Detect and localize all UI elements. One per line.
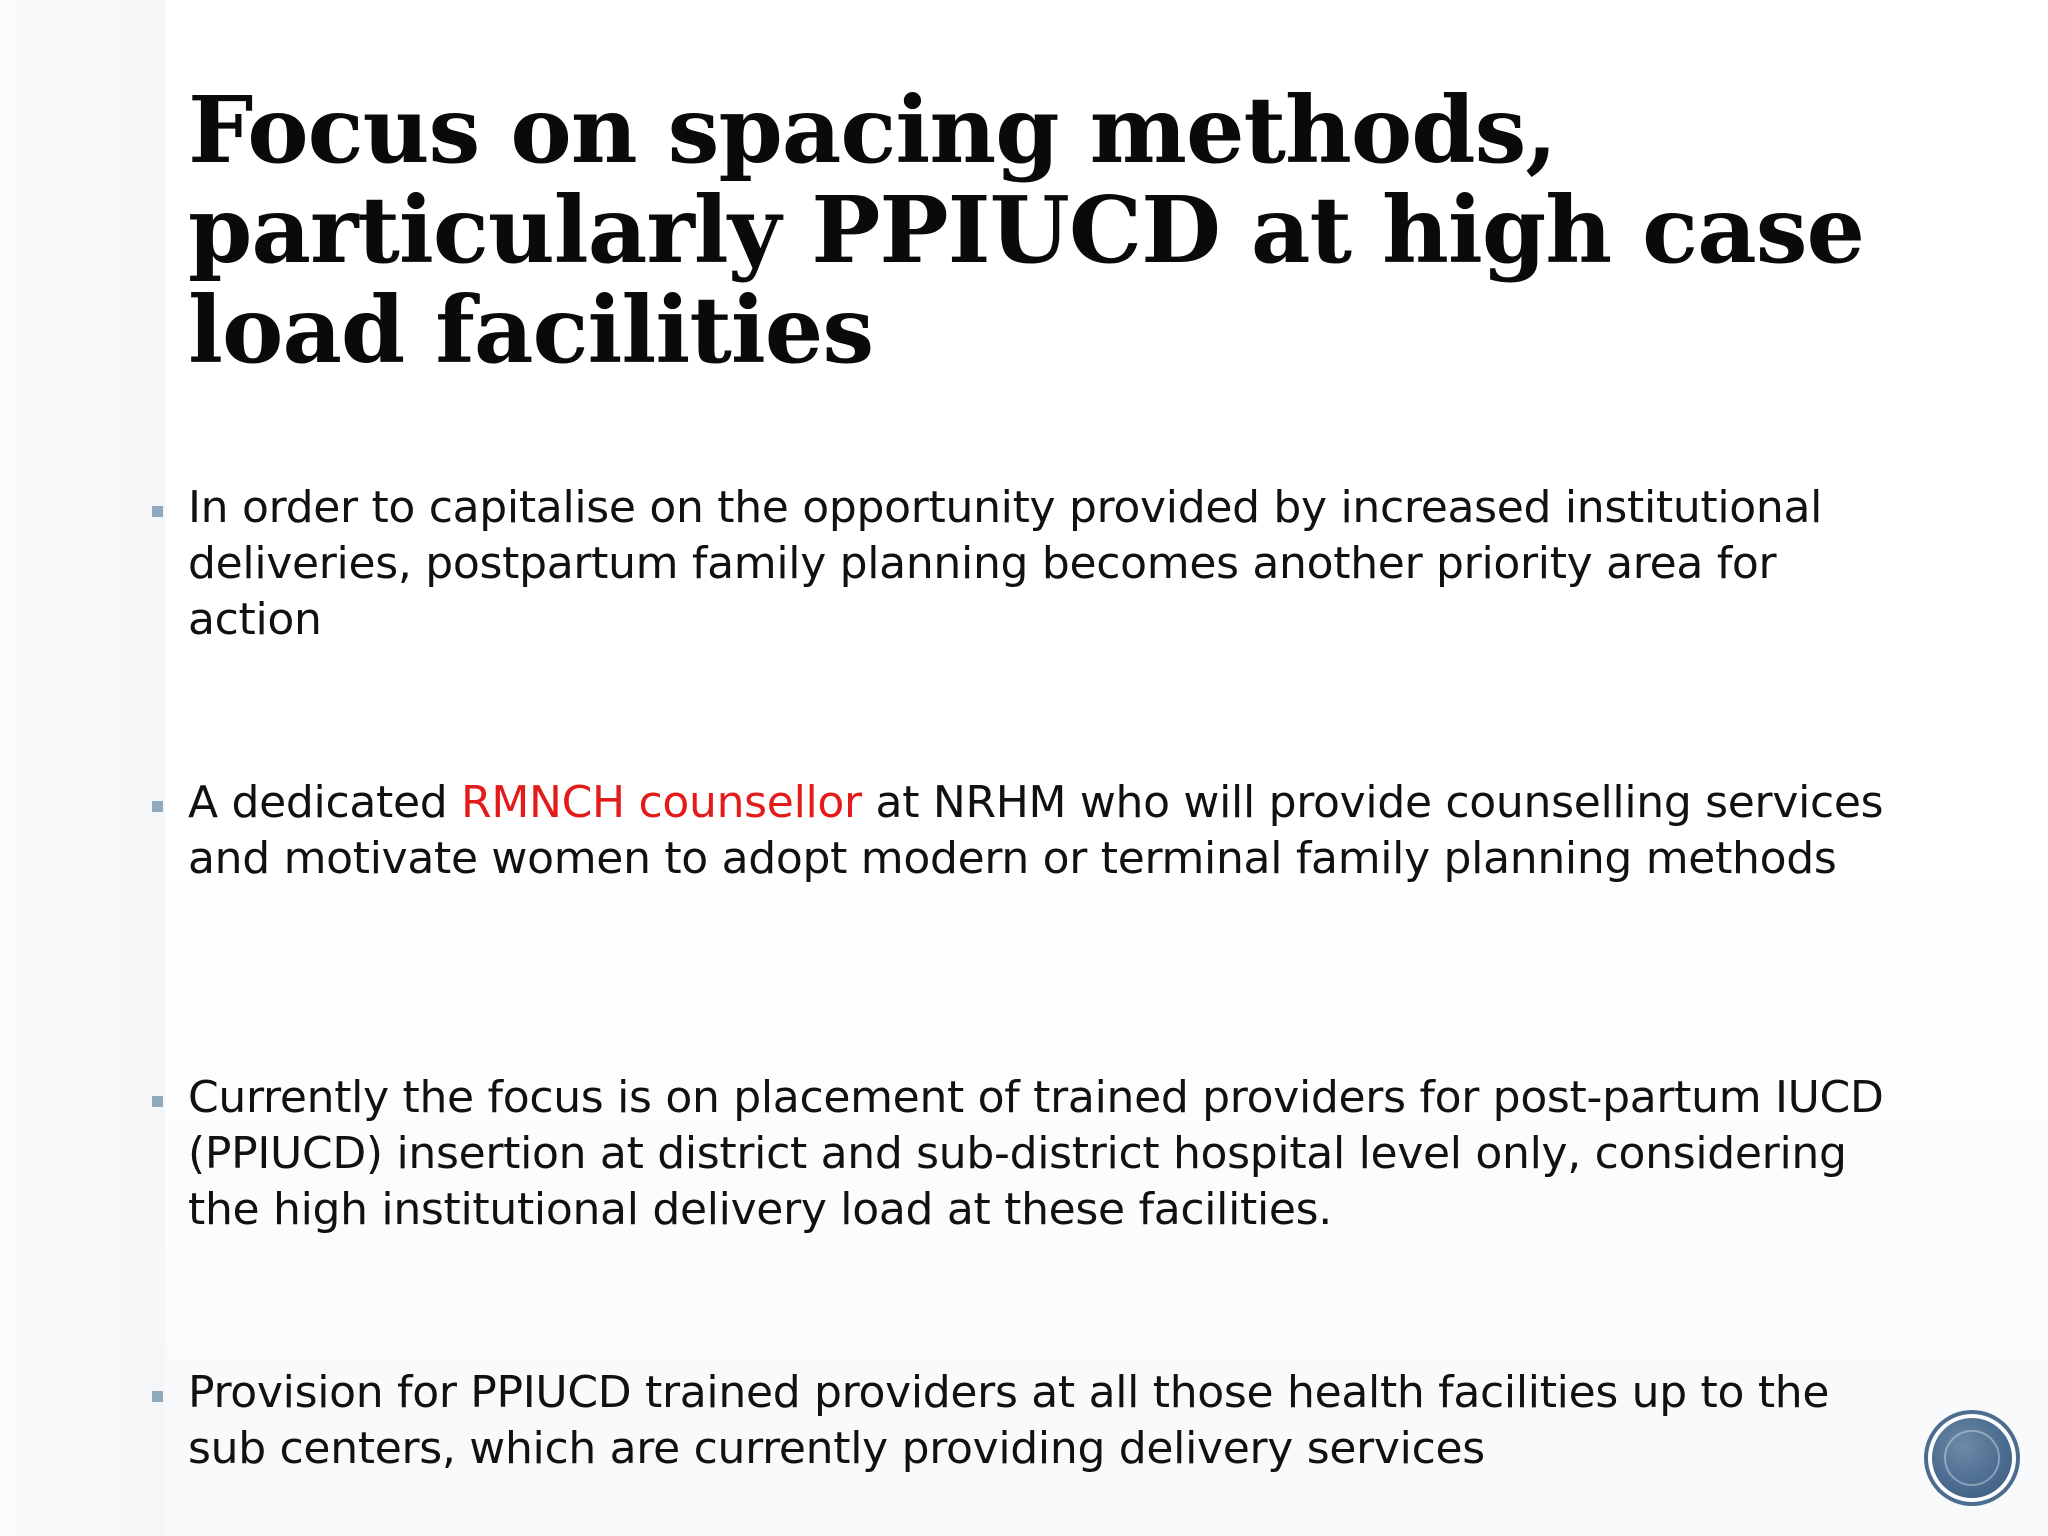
bullet-item-3 [140,1070,1900,1238]
bullet-text-1 [188,480,1900,648]
square-bullet-icon [140,775,188,815]
bullet-text-4-content: Provision for PPIUCD trained providers at all those health facilities up to the sub centers, which are currently providing delivery services [188,1367,1830,1474]
square-bullet-icon [140,480,188,520]
rmnch-counsellor-highlight: RMNCH counsellor [461,777,862,828]
bullet-text-3 [188,1070,1900,1238]
nav-button-ring-icon [1944,1430,2000,1486]
circle-nav-button[interactable] [1932,1418,2012,1498]
left-margin-shade [0,0,165,1536]
bullet-text-2 [188,775,1900,887]
square-bullet-icon [140,1070,188,1110]
bullet-item-2 [140,775,1900,887]
bullet-text-1-content: In order to capitalise on the opportunity provided by increased institutional deliveries, postpartum family planning becomes another priority area for action [188,482,1823,645]
bullet-text-3-content: Currently the focus is on placement of trained providers for post-partum IUCD (PPIUCD) insertion at district and sub-district hospital level only, considering the high institutional delivery load at these facilities. [188,1072,1884,1235]
square-bullet-icon [140,1365,188,1405]
bullet-text-2-end: at NRHM who will provide counselling services and motivate women to adopt modern or terminal family planning methods [188,777,1884,884]
slide-title: Focus on spacing methods, particularly PPIUCD at high case load facilities [188,76,1865,384]
bullet-item-1 [140,480,1900,648]
bullet-item-4 [140,1365,1900,1477]
bullet-text-4 [188,1365,1900,1477]
bullet-text-2-start: A dedicated [188,777,462,828]
